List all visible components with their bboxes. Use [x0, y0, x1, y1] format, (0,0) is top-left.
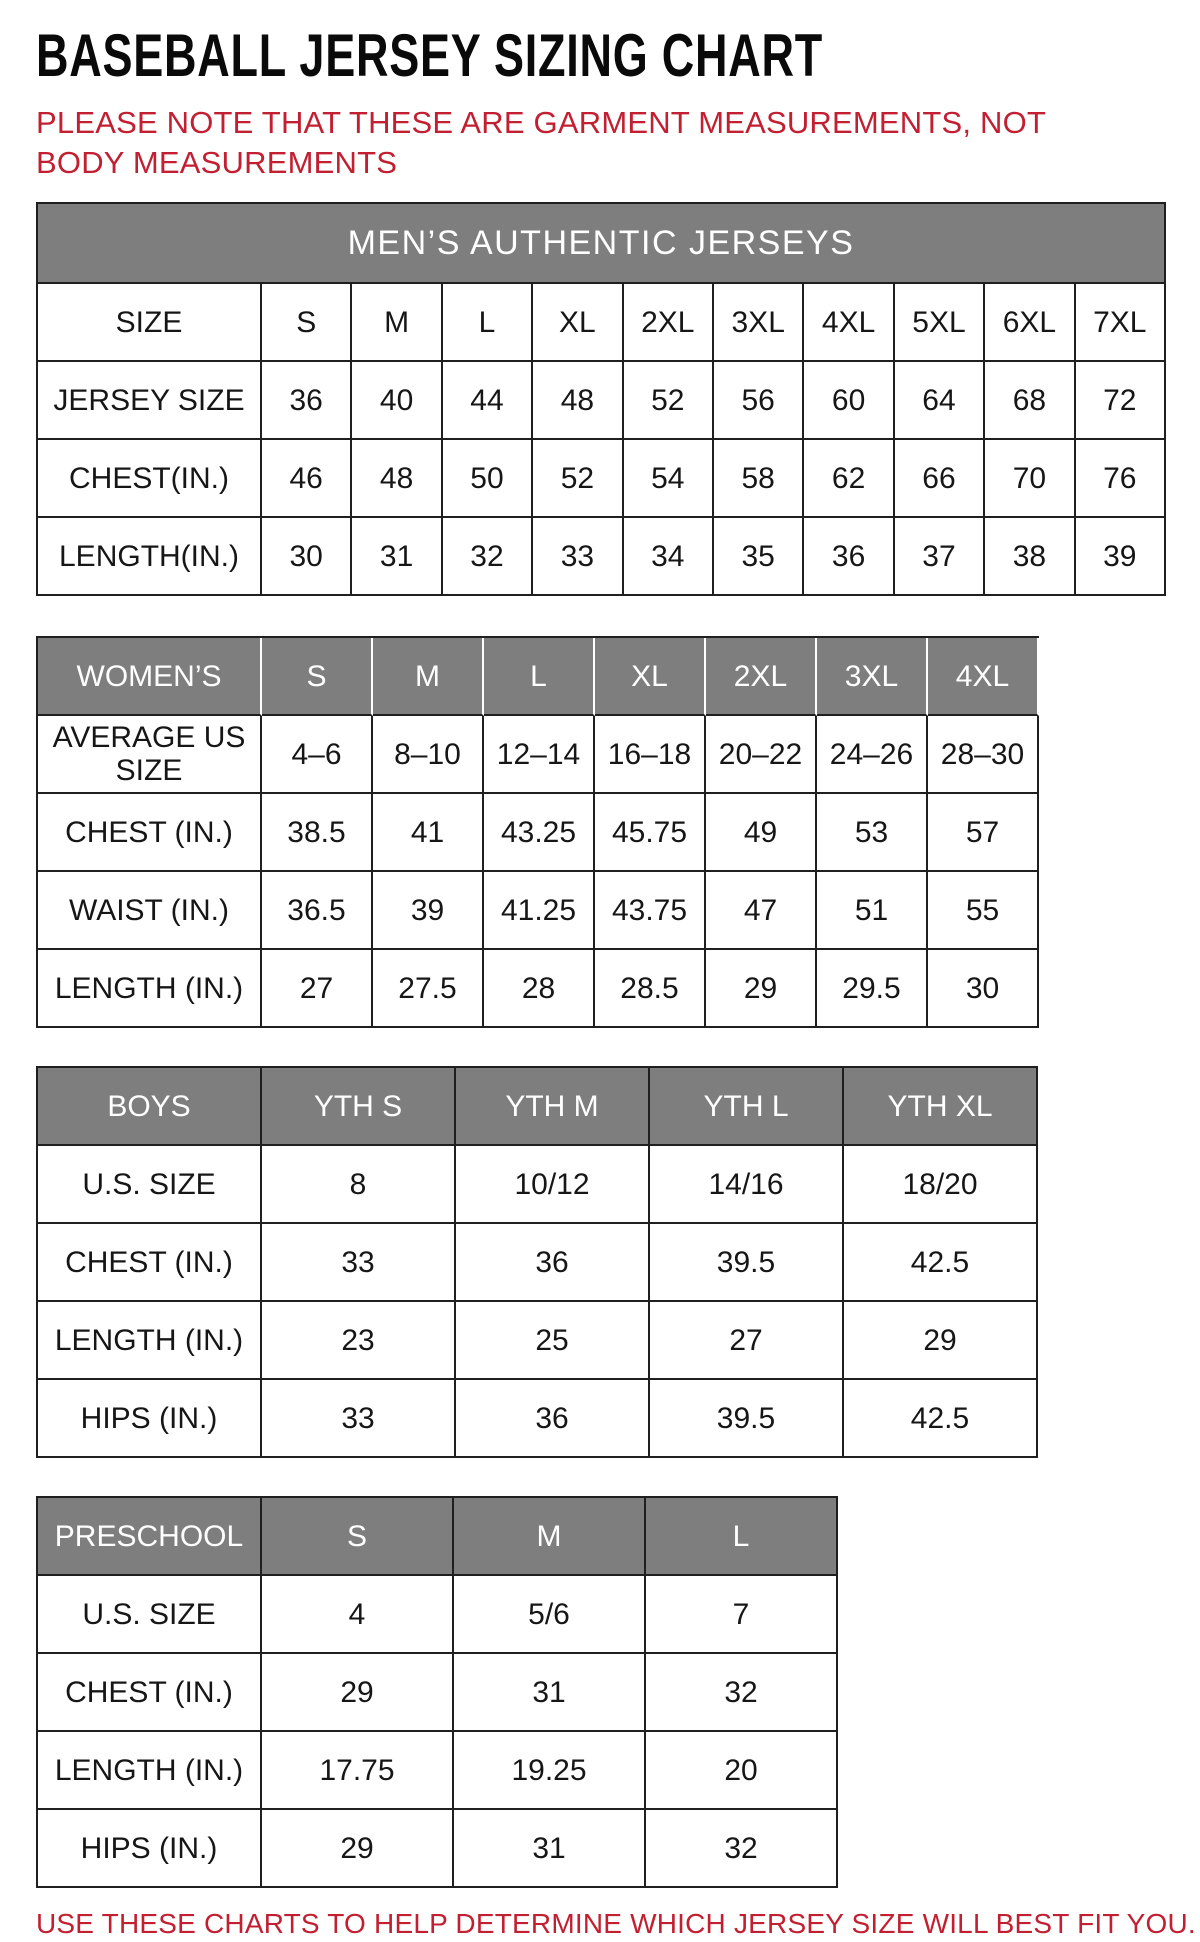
womens-value-2-5: 51: [817, 872, 928, 950]
mens-value-1-1: 48: [352, 440, 442, 518]
mens-value-0-6: 60: [804, 362, 894, 440]
womens-row-label-2: WAIST (IN.): [38, 872, 262, 950]
fit-guidance-footer: USE THESE CHARTS TO HELP DETERMINE WHICH JERSEY SIZE WILL BEST FIT YOU.: [36, 1908, 1196, 1940]
mens-value-0-3: 48: [533, 362, 623, 440]
boys-value-0-1: 10/12: [456, 1146, 650, 1224]
womens-value-1-3: 45.75: [595, 794, 706, 872]
womens-value-0-5: 24–26: [817, 716, 928, 794]
womens-value-1-5: 53: [817, 794, 928, 872]
mens-value-0-2: 44: [443, 362, 533, 440]
preschool-value-3-2: 32: [646, 1810, 838, 1888]
mens-value-2-6: 36: [804, 518, 894, 596]
womens-header-2: M: [373, 638, 484, 716]
womens-header-1: S: [262, 638, 373, 716]
boys-value-0-3: 18/20: [844, 1146, 1038, 1224]
boys-row-label-2: LENGTH (IN.): [38, 1302, 262, 1380]
womens-value-0-2: 12–14: [484, 716, 595, 794]
mens-value-0-0: 36: [262, 362, 352, 440]
preschool-value-2-1: 19.25: [454, 1732, 646, 1810]
preschool-header-1: S: [262, 1498, 454, 1576]
mens-value-1-5: 58: [714, 440, 804, 518]
womens-value-2-0: 36.5: [262, 872, 373, 950]
boys-value-1-3: 42.5: [844, 1224, 1038, 1302]
mens-header-4: XL: [533, 284, 623, 362]
preschool-value-3-1: 31: [454, 1810, 646, 1888]
womens-value-3-6: 30: [928, 950, 1039, 1028]
boys-row-label-3: HIPS (IN.): [38, 1380, 262, 1458]
womens-header-5: 2XL: [706, 638, 817, 716]
womens-header-3: L: [484, 638, 595, 716]
boys-sizing-table: [36, 1066, 1038, 1458]
boys-value-3-1: 36: [456, 1380, 650, 1458]
womens-row-label-1: CHEST (IN.): [38, 794, 262, 872]
womens-value-3-2: 28: [484, 950, 595, 1028]
womens-value-1-6: 57: [928, 794, 1039, 872]
mens-header-10: 7XL: [1076, 284, 1166, 362]
mens-header-9: 6XL: [985, 284, 1075, 362]
mens-row-label-2: LENGTH(IN.): [38, 518, 262, 596]
womens-value-1-4: 49: [706, 794, 817, 872]
mens-value-1-4: 54: [624, 440, 714, 518]
boys-value-2-3: 29: [844, 1302, 1038, 1380]
boys-header-2: YTH M: [456, 1068, 650, 1146]
mens-value-2-4: 34: [624, 518, 714, 596]
womens-value-3-5: 29.5: [817, 950, 928, 1028]
womens-header-7: 4XL: [928, 638, 1039, 716]
mens-value-1-2: 50: [443, 440, 533, 518]
mens-header-5: 2XL: [624, 284, 714, 362]
preschool-sizing-table: [36, 1496, 838, 1888]
mens-value-1-9: 76: [1076, 440, 1166, 518]
mens-value-2-0: 30: [262, 518, 352, 596]
mens-value-0-8: 68: [985, 362, 1075, 440]
preschool-value-1-0: 29: [262, 1654, 454, 1732]
mens-value-2-9: 39: [1076, 518, 1166, 596]
womens-value-2-1: 39: [373, 872, 484, 950]
preschool-row-label-3: HIPS (IN.): [38, 1810, 262, 1888]
mens-value-1-0: 46: [262, 440, 352, 518]
boys-value-3-3: 42.5: [844, 1380, 1038, 1458]
mens-value-2-1: 31: [352, 518, 442, 596]
mens-header-2: M: [352, 284, 442, 362]
boys-value-2-0: 23: [262, 1302, 456, 1380]
boys-value-0-0: 8: [262, 1146, 456, 1224]
womens-value-2-2: 41.25: [484, 872, 595, 950]
womens-value-3-4: 29: [706, 950, 817, 1028]
mens-value-1-3: 52: [533, 440, 623, 518]
mens-header-8: 5XL: [895, 284, 985, 362]
page-title: BASEBALL JERSEY SIZING CHART: [36, 22, 823, 89]
womens-value-0-4: 20–22: [706, 716, 817, 794]
preschool-value-0-0: 4: [262, 1576, 454, 1654]
preschool-row-label-1: CHEST (IN.): [38, 1654, 262, 1732]
boys-header-0: BOYS: [38, 1068, 262, 1146]
preschool-header-0: PRESCHOOL: [38, 1498, 262, 1576]
womens-row-label-0: AVERAGE US SIZE: [38, 716, 262, 794]
boys-value-3-2: 39.5: [650, 1380, 844, 1458]
mens-header-7: 4XL: [804, 284, 894, 362]
preschool-row-label-2: LENGTH (IN.): [38, 1732, 262, 1810]
mens-header-1: S: [262, 284, 352, 362]
mens-value-2-8: 38: [985, 518, 1075, 596]
preschool-value-3-0: 29: [262, 1810, 454, 1888]
mens-value-2-3: 33: [533, 518, 623, 596]
womens-header-6: 3XL: [817, 638, 928, 716]
womens-value-3-3: 28.5: [595, 950, 706, 1028]
mens-value-0-1: 40: [352, 362, 442, 440]
mens-value-0-4: 52: [624, 362, 714, 440]
womens-sizing-table: [36, 636, 1039, 1028]
boys-value-2-1: 25: [456, 1302, 650, 1380]
boys-value-3-0: 33: [262, 1380, 456, 1458]
womens-value-2-4: 47: [706, 872, 817, 950]
boys-value-2-2: 27: [650, 1302, 844, 1380]
womens-header-0: WOMEN’S: [38, 638, 262, 716]
preschool-value-0-1: 5/6: [454, 1576, 646, 1654]
preschool-header-3: L: [646, 1498, 838, 1576]
boys-row-label-0: U.S. SIZE: [38, 1146, 262, 1224]
womens-value-0-0: 4–6: [262, 716, 373, 794]
boys-value-1-0: 33: [262, 1224, 456, 1302]
boys-header-4: YTH XL: [844, 1068, 1038, 1146]
mens-row-label-0: JERSEY SIZE: [38, 362, 262, 440]
mens-header-0: SIZE: [38, 284, 262, 362]
garment-measurements-note: PLEASE NOTE THAT THESE ARE GARMENT MEASUREMENTS, NOT BODY MEASUREMENTS: [36, 105, 1046, 180]
womens-value-2-6: 55: [928, 872, 1039, 950]
womens-row-label-3: LENGTH (IN.): [38, 950, 262, 1028]
mens-value-0-7: 64: [895, 362, 985, 440]
womens-value-2-3: 43.75: [595, 872, 706, 950]
mens-header-3: L: [443, 284, 533, 362]
boys-header-3: YTH L: [650, 1068, 844, 1146]
boys-header-1: YTH S: [262, 1068, 456, 1146]
womens-value-3-0: 27: [262, 950, 373, 1028]
mens-header-6: 3XL: [714, 284, 804, 362]
mens-value-1-6: 62: [804, 440, 894, 518]
womens-value-3-1: 27.5: [373, 950, 484, 1028]
womens-value-1-0: 38.5: [262, 794, 373, 872]
mens-value-2-7: 37: [895, 518, 985, 596]
preschool-value-2-0: 17.75: [262, 1732, 454, 1810]
mens-value-1-7: 66: [895, 440, 985, 518]
womens-header-4: XL: [595, 638, 706, 716]
preschool-value-2-2: 20: [646, 1732, 838, 1810]
mens-value-2-2: 32: [443, 518, 533, 596]
boys-row-label-1: CHEST (IN.): [38, 1224, 262, 1302]
womens-value-0-6: 28–30: [928, 716, 1039, 794]
boys-value-1-2: 39.5: [650, 1224, 844, 1302]
womens-value-0-1: 8–10: [373, 716, 484, 794]
mens-row-label-1: CHEST(IN.): [38, 440, 262, 518]
preschool-value-1-1: 31: [454, 1654, 646, 1732]
preschool-row-label-0: U.S. SIZE: [38, 1576, 262, 1654]
mens-value-0-5: 56: [714, 362, 804, 440]
boys-value-0-2: 14/16: [650, 1146, 844, 1224]
mens-sizing-table: [36, 202, 1166, 596]
preschool-value-0-2: 7: [646, 1576, 838, 1654]
preschool-header-2: M: [454, 1498, 646, 1576]
womens-value-0-3: 16–18: [595, 716, 706, 794]
womens-value-1-2: 43.25: [484, 794, 595, 872]
mens-banner: MEN’S AUTHENTIC JERSEYS: [38, 204, 1166, 284]
preschool-value-1-2: 32: [646, 1654, 838, 1732]
womens-value-1-1: 41: [373, 794, 484, 872]
mens-value-2-5: 35: [714, 518, 804, 596]
mens-value-0-9: 72: [1076, 362, 1166, 440]
boys-value-1-1: 36: [456, 1224, 650, 1302]
mens-value-1-8: 70: [985, 440, 1075, 518]
